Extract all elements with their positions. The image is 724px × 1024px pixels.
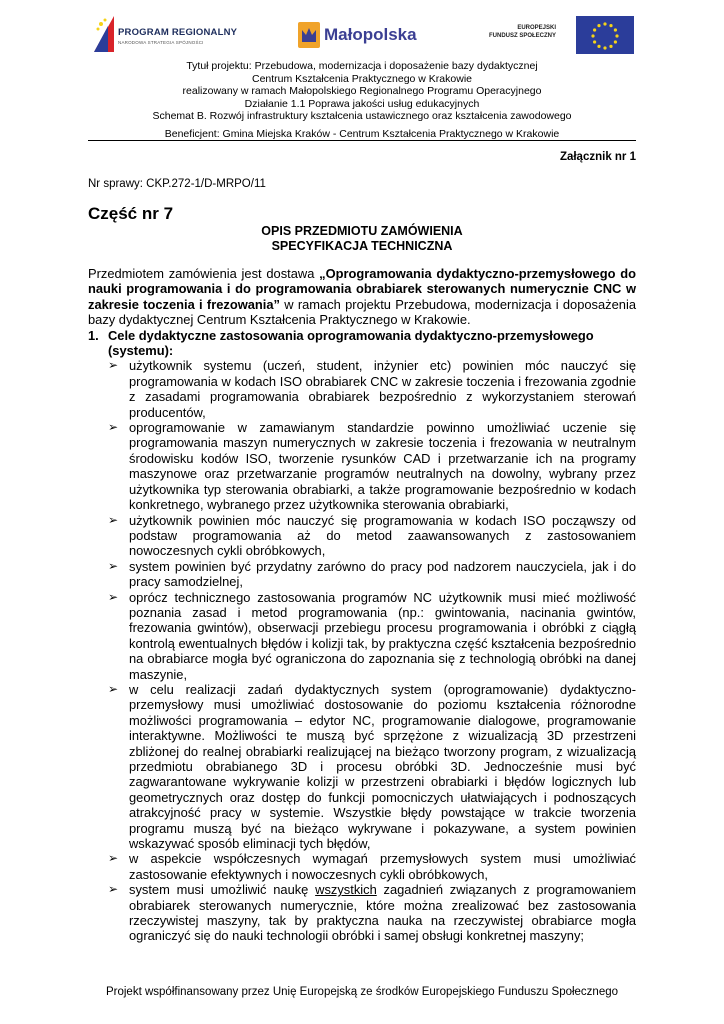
header-line-5: Schemat B. Rozwój infrastruktury kształcenia ustawicznego oraz kształcenia zawodowego [152,110,572,123]
list-item-text-post: zagadnień związanych z programowaniem obrabiarek sterowanych numerycznie, które można zrealizować bez zastosowania rzeczywistej maszyny, tak by praktyczna nauka na rzeczywistej obrabiarce mogła ograniczyć się do nauki technologii obróbki i samej obsługi konkretnej maszyny; [129,882,637,944]
header-line-4: Działanie 1.1 Poprawa jakości usług edukacyjnych [244,97,480,110]
list-item-text-pre: system musi umożliwić naukę [129,882,316,898]
case-number: Nr sprawy: CKP.272-1/D-MRPO/11 [88,178,266,190]
list-item [108,512,636,559]
program-regionalny-logo [88,14,243,56]
list-item [108,882,637,944]
list-item-text: w celu realizacji zadań dydaktycznych system (oprogramowanie) dydaktyczno-przemysłowy musi umożliwiać dostosowanie do poziomu kształcenia różnorodne możliwości programowania – edytor NC, programowanie dialogowe, programowanie interaktywne. Możliwości te muszą być sprzężone z wizualizacją 3D przestrzeni zbliżonej do realnej obrabiarki realizującej na bieżąco tworzony program, z wizualizacją przedmiotu obrabianego 3D i procesu obróbki 3D. Jednocześnie musi być zagwarantowane wykrywanie kolizji w przestrzeni obrabiarki i błędów logicznych lub geometrycznych oraz dostęp do funkcji pomocniczych ułatwiających i podnoszących atrakcyjność pracy w systemie. Wszystkie błędy powstające w trakcie tworzenia programu muszą być na bieżąco wykrywane i pokazywane, a system powinien wskazywać sposób eliminacji tych błędów, [129,681,636,852]
arrow-bullet-icon: ➢ [108,558,119,573]
malopolska-logo [298,20,428,54]
header-divider [88,140,636,141]
arrow-bullet-icon: ➢ [108,420,119,435]
page-footer: Projekt współfinansowany przez Unię Europejską ze środków Europejskiego Funduszu Społecznego [105,986,619,998]
list-item [108,420,636,513]
list-item-text: użytkownik systemu (uczeń, student, inżynier etc) powinien móc nauczyć się programowania w kodach ISO obrabiarek CNC w zakresie toczenia i frezowania zgodnie z zasadami programowania obrabiarek bezpośrednio z wykorzystaniem sterowań producentów, [129,358,636,420]
program-subtitle: NARODOWA STRATEGIA SPÓJNOŚCI [118,40,204,45]
list-item [108,589,636,682]
header-line-2: Centrum Kształcenia Praktycznego w Krakowie [251,72,472,85]
list-item [108,681,636,852]
arrow-bullet-icon: ➢ [108,512,119,527]
eu-flag-icon [576,16,634,54]
intro-pre: Przedmiotem zamówienia jest dostawa [88,266,320,281]
intro-paragraph [88,266,636,328]
section-1-list [88,358,636,943]
arrow-bullet-icon: ➢ [108,589,119,604]
malopolska-name: Małopolska [324,25,417,44]
annex-label: Załącznik nr 1 [559,151,636,163]
section-1-heading [88,328,636,359]
list-item [108,558,636,590]
document-body [88,266,636,944]
program-title: PROGRAM REGIONALNY [118,27,238,38]
title-line-2: SPECYFIKACJA TECHNICZNA [271,239,453,253]
list-item [108,358,636,420]
section-1-title: Cele dydaktyczne zastosowania oprogramowania dydaktyczno-przemysłowego (systemu): [108,327,594,359]
header-line-3: realizowany w ramach Małopolskiego Regionalnego Programu Operacyjnego [182,85,542,98]
header-line-1: Tytuł projektu: Przebudowa, modernizacja i doposażenie bazy dydaktycznej [186,60,538,72]
list-item-text: w aspekcie współczesnych wymagań przemysłowych system musi umożliwiać zastosowanie efektywnych i nowoczesnych cykli obróbkowych, [129,851,636,882]
eu-fund-text [484,24,556,40]
list-item-underlined: wszystkich [315,882,377,898]
list-item-text: system powinien być przydatny zarówno do pracy pod nadzorem nauczyciela, jak i do pracy samodzielnej, [129,558,636,590]
logo-bar [88,14,634,58]
program-flag-icon [94,16,114,52]
intro-bold: „Oprogramowania dydaktyczno-przemysłowego do nauki programowania i do programowania obrabiarek sterowanych numerycznie CNC w zakresie toczenia i frezowania” [88,266,636,312]
list-item-text: oprócz technicznego zastosowania programów NC użytkownik musi mieć możliwość poznania zasad i metod programowania (np.: gwintowania, nacinania gwintów, frezowania gwintów), obserwacji przebiegu procesu programowania i obróbki z ciągłą kontrolą ewentualnych błędów i kolizji tak, by praktyczna część kształcenia bezpośrednio na obrabiarce mogła być ograniczona do zapoznania się z technologią obróbki na danej maszynie, [129,589,636,682]
arrow-bullet-icon: ➢ [108,358,119,373]
malopolska-emblem-icon [298,22,320,48]
arrow-bullet-icon: ➢ [108,851,119,866]
project-header [80,60,644,141]
arrow-bullet-icon: ➢ [108,882,119,897]
intro-post: w ramach projektu Przebudowa, modernizacja i doposażenia bazy dydaktycznej Centrum Kształcenia Praktycznego w Krakowie. [88,296,636,328]
list-item-text: użytkownik powinien móc nauczyć się programowania w kodach ISO począwszy od podstaw programowania aż do metod zaawansowanych z zastosowaniem nowoczesnych cykli obróbkowych, [129,512,636,559]
eu-fund-line2: FUNDUSZ SPOŁECZNY [488,33,556,39]
title-line-1: OPIS PRZEDMIOTU ZAMÓWIENIA [261,224,463,238]
list-item [108,851,636,882]
part-heading: Część nr 7 [88,204,174,223]
eu-fund-logo [484,14,634,58]
beneficiary-line: Beneficjent: Gmina Miejska Kraków - Centrum Kształcenia Praktycznego w Krakowie [164,127,560,140]
list-item-text: oprogramowanie w zamawianym standardzie powinno umożliwiać uczenie się programowania maszyn numerycznych w zakresie toczenia i frezowania w neutralnym środowisku kodów ISO, tworzenie rysunków CAD i przetwarzanie ich na programy maszynowe oraz przetwarzanie programów neutralnych na dowolny, wybrany przez użytkownika typ sterowania obrabiarki, a także programowanie bezpośrednio w kodach konkretnego, wybranego przez użytkownika sterowania obrabiarki, [129,420,636,513]
document-titles [88,224,636,254]
eu-fund-line1: EUROPEJSKI [517,25,556,31]
arrow-bullet-icon: ➢ [108,681,119,696]
section-1-number: 1. [88,327,99,343]
